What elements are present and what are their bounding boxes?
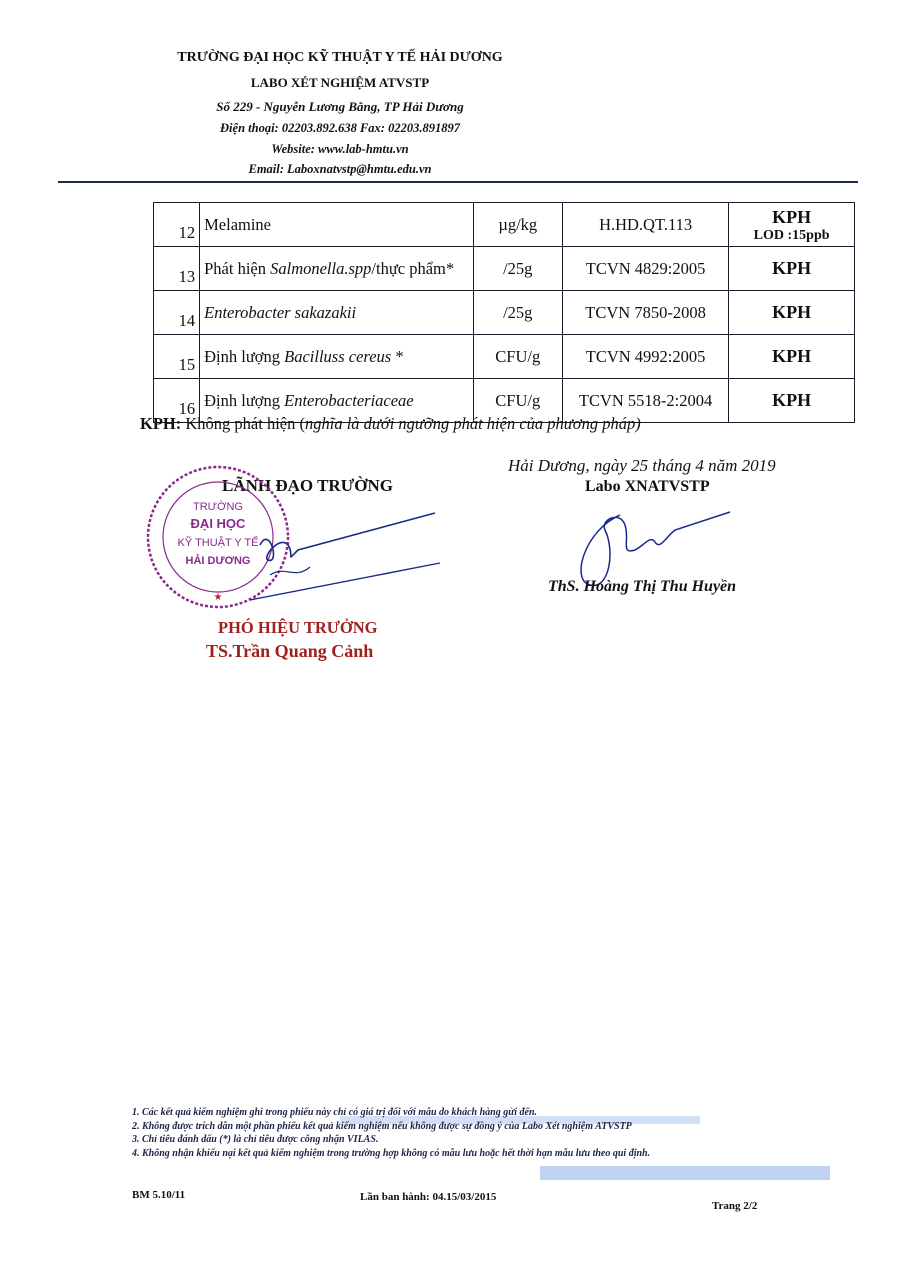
results-table [153, 202, 855, 423]
left-signer-title: LÃNH ĐẠO TRƯỜNG [222, 476, 393, 495]
test-method: TCVN 4992:2005 [562, 335, 728, 379]
right-signer-title: Labo XNATVSTP [585, 478, 710, 495]
test-result: KPH [729, 335, 855, 379]
form-code: BM 5.10/11 [132, 1189, 186, 1201]
test-name: Enterobacter sakazakii [200, 291, 473, 335]
footer-note: 1. Các kết quả kiểm nghiệm ghi trong phiếu này chỉ có giá trị đối với mẫu do khách hàng gửi đến. [132, 1107, 538, 1118]
website: Website: www.lab-hmtu.vn [271, 142, 409, 156]
test-result: KPH [729, 379, 855, 423]
stamp-line: TRƯỜNG [193, 501, 243, 513]
stamp-line: HẢI DƯƠNG [185, 555, 251, 567]
footer-note: 3. Chỉ tiêu đánh dấu (*) là chỉ tiêu được công nhận VILAS. [132, 1134, 379, 1145]
test-unit: /25g [473, 291, 562, 335]
footer-notes [132, 1106, 832, 1160]
right-signature [565, 500, 745, 590]
test-method: H.HD.QT.113 [562, 203, 728, 247]
table-row [154, 247, 855, 291]
table-row [154, 291, 855, 335]
footer-note: 4. Không nhận khiếu nại kết quả kiểm nghiệm trong trường hợp không có mẫu lưu hoặc hết thời hạn mẫu lưu theo qui định. [132, 1147, 651, 1159]
issue-date: Hải Dương, ngày 25 tháng 4 năm 2019 [508, 456, 776, 475]
row-number: 15 [154, 335, 200, 379]
test-result: KPH LOD :15ppb [729, 203, 855, 247]
row-number: 14 [154, 291, 200, 335]
test-name: Melamine [200, 203, 473, 247]
kph-legend: KPH: Không phát hiện (nghĩa là dưới ngưỡng phát hiện của phương pháp) [140, 414, 641, 433]
stamp-line: KỸ THUẬT Y TẾ [177, 537, 259, 549]
test-result: KPH [729, 291, 855, 335]
test-result: KPH [729, 247, 855, 291]
row-number: 12 [154, 203, 200, 247]
header-divider [58, 181, 858, 183]
left-signer-role: PHÓ HIỆU TRƯỞNG [218, 618, 378, 637]
left-signature [240, 505, 450, 615]
school-name: TRƯỜNG ĐẠI HỌC KỸ THUẬT Y TẾ HẢI DƯƠNG [177, 50, 503, 65]
test-unit: µg/kg [473, 203, 562, 247]
lab-name: LABO XÉT NGHIỆM ATVSTP [250, 75, 430, 90]
edition-info: Lần ban hành: 04.15/03/2015 [360, 1191, 497, 1203]
table-row [154, 335, 855, 379]
test-method: TCVN 5518-2:2004 [562, 379, 728, 423]
test-name: Định lượng Bacilluss cereus * [200, 335, 473, 379]
lod-note: LOD :15ppb [753, 227, 830, 243]
test-method: TCVN 7850-2008 [562, 291, 728, 335]
test-unit: /25g [473, 247, 562, 291]
svg-text:★: ★ [213, 592, 223, 603]
email: Email: Laboxnatvstp@hmtu.edu.vn [248, 162, 432, 176]
table-row [154, 203, 855, 247]
test-name: Phát hiện Salmonella.spp/thực phẩm* [200, 247, 473, 291]
test-unit: CFU/g [473, 335, 562, 379]
test-name: Định lượng Enterobacteriaceae [200, 379, 473, 423]
stamp-line: ĐẠI HỌC [190, 516, 246, 531]
row-number: 13 [154, 247, 200, 291]
address: Số 229 - Nguyễn Lương Bằng, TP Hải Dương [216, 99, 464, 114]
left-signer-name: TS.Trần Quang Cảnh [206, 641, 374, 661]
test-method: TCVN 4829:2005 [562, 247, 728, 291]
footer-note: 2. Không được trích dẫn một phần phiếu kết quả kiểm nghiệm nếu không được sự đồng ý của Labo Xét nghiệm ATVSTP [132, 1120, 632, 1132]
highlight-mark [540, 1166, 830, 1180]
right-signer-name: ThS. Hoàng Thị Thu Huyền [548, 578, 737, 595]
test-unit: CFU/g [473, 379, 562, 423]
phone-fax: Điện thoại: 02203.892.638 Fax: 02203.891897 [220, 121, 460, 135]
page-number: Trang 2/2 [712, 1200, 758, 1212]
row-number: 16 [154, 379, 200, 423]
